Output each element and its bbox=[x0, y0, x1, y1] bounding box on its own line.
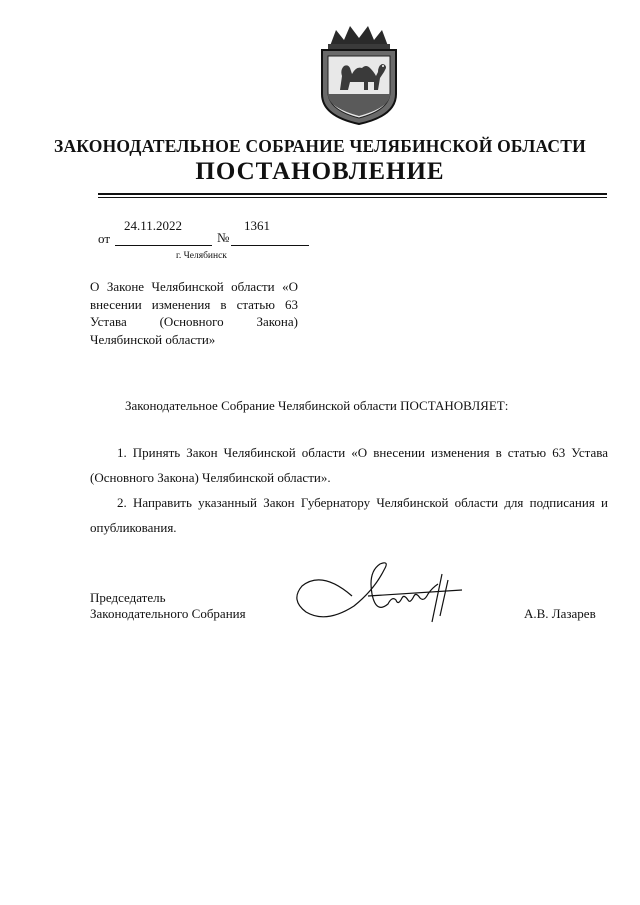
signer-title-line-2: Законодательного Собрания bbox=[90, 606, 246, 621]
document-date: 24.11.2022 bbox=[124, 218, 183, 233]
coat-of-arms-icon bbox=[316, 24, 402, 126]
document-meta bbox=[98, 218, 328, 261]
number-prefix: № bbox=[217, 230, 230, 245]
document-type-title: ПОСТАНОВЛЕНИЕ bbox=[195, 158, 445, 185]
header-divider bbox=[98, 193, 607, 195]
signer-title-line-1: Председатель bbox=[90, 590, 166, 605]
document-number: 1361 bbox=[244, 218, 270, 233]
resolution-intro: Законодательное Собрание Челябинской области ПОСТАНОВЛЯЕТ: bbox=[125, 398, 509, 413]
date-prefix: от bbox=[98, 231, 111, 246]
date-underline bbox=[115, 245, 212, 246]
document-subject: О Законе Челябинской области «О внесении изменения в статью 63 Устава (Основного Закона) Челябинской области» bbox=[90, 279, 298, 347]
organization-title: ЗАКОНОДАТЕЛЬНОЕ СОБРАНИЕ ЧЕЛЯБИНСКОЙ ОБЛАСТИ bbox=[54, 136, 586, 156]
number-underline bbox=[231, 245, 309, 246]
resolution-paragraph-1: 1. Принять Закон Челябинской области «О внесении изменения в статью 63 Устава (Основного Закона) Челябинской области». bbox=[90, 445, 608, 485]
resolution-paragraph-2: 2. Направить указанный Закон Губернатору Челябинской области для подписания и опубликования. bbox=[90, 495, 608, 535]
handwritten-signature bbox=[292, 560, 477, 630]
header-divider-thin bbox=[98, 197, 607, 198]
city-label: г. Челябинск bbox=[176, 251, 227, 261]
signer-name: А.В. Лазарев bbox=[524, 606, 596, 621]
